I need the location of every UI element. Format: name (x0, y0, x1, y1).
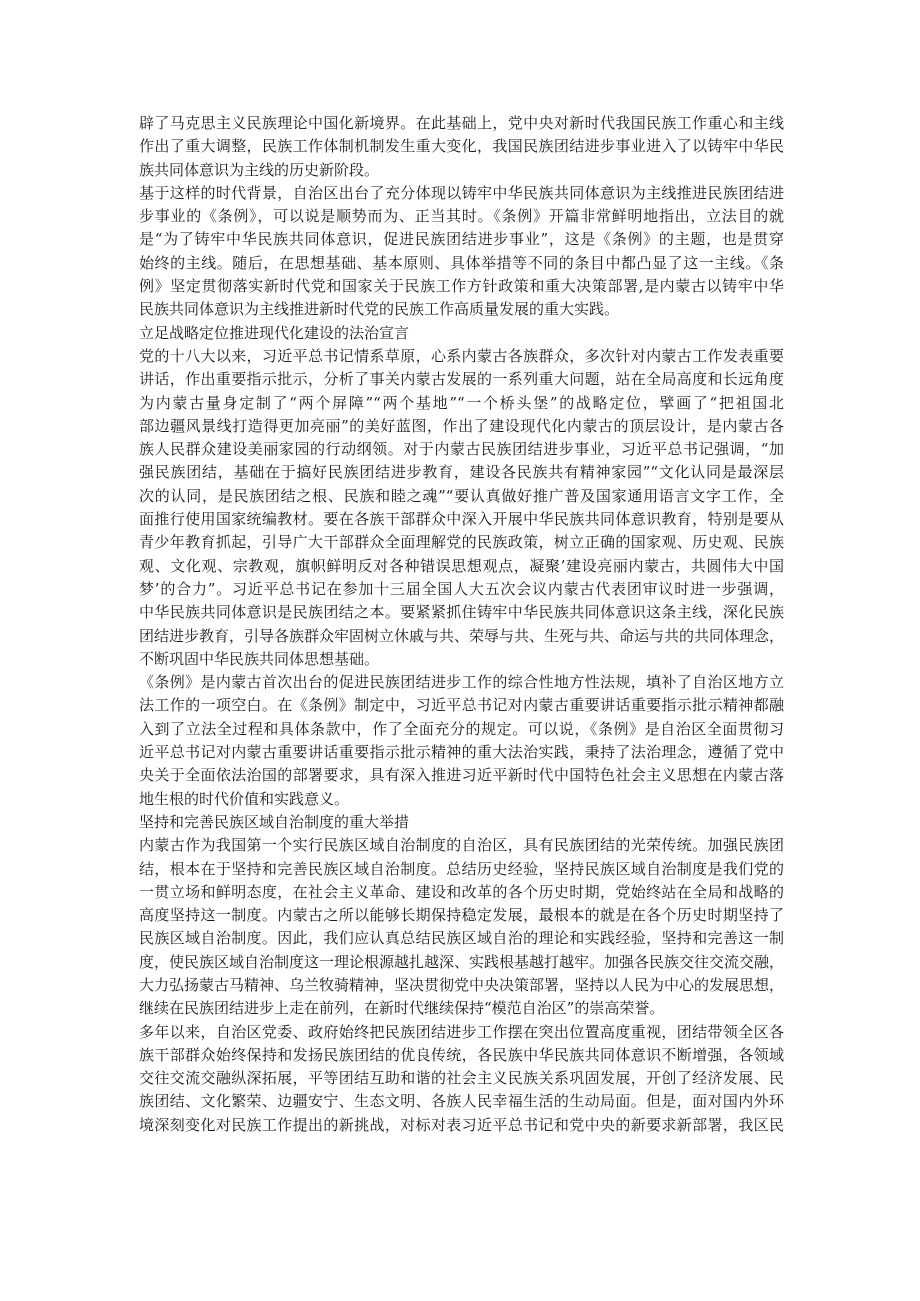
text-line: 近平总书记对内蒙古重要讲话重要指示批示精神的重大法治实践，秉持了法治理念，遵循了党中 (139, 743, 784, 762)
text-line: 族共同体意识为主线的历史新阶段。 (139, 160, 380, 179)
text-line: 部边疆风景线打造得更加亮丽”的美好蓝图，作出了建设现代化内蒙古的顶层设计，是内蒙古各 (139, 416, 784, 435)
text-line: 度，使民族区域自治制度这一理论根源越扎越深、实践根基越打越牢。加强各民族交往交流交融， (139, 952, 785, 971)
text-line: 辟了马克思主义民族理论中国化新境界。在此基础上，党中央对新时代我国民族工作重心和主线 (139, 114, 784, 132)
text-line: 结，根本在于坚持和完善民族区域自治制度。总结历史经验，坚持民族区域自治制度是我们党的 (139, 859, 784, 878)
text-line: 法工作的一项空白。在《条例》制定中，习近平总书记对内蒙古重要讲话重要指示批示精神都融 (139, 696, 784, 715)
text-line: 一贯立场和鲜明态度，在社会主义革命、建设和改革的各个历史时期，党始终站在全局和战略的 (139, 882, 784, 901)
text-line: 讲话，作出重要指示批示，分析了事关内蒙古发展的一系列重大问题，站在全局高度和长远角度 (139, 370, 784, 389)
text-line: 为内蒙古量身定制了“两个屏障”“两个基地”“一个桥头堡”的战略定位，擘画了“把祖国北 (139, 393, 784, 412)
text-line: 中华民族共同体意识是民族团结之本。要紧紧抓住铸牢中华民族共同体意识这条主线，深化民族 (139, 603, 784, 622)
text-line: 青少年教育抓起，引导广大干部群众全面理解党的民族政策，树立正确的国家观、历史观、民族 (139, 533, 784, 552)
text-line: 内蒙古作为我国第一个实行民族区域自治制度的自治区，具有民族团结的光荣传统。加强民族团 (139, 836, 784, 855)
text-line: 不断巩固中华民族共同体思想基础。 (139, 649, 380, 668)
text-line: 交往交流交融纵深拓展，平等团结互助和谐的社会主义民族关系巩固发展，开创了经济发展、民 (139, 1069, 784, 1088)
text-line: 族干部群众始终保持和发扬民族团结的优良传统，各民族中华民族共同体意识不断增强，各领域 (139, 1045, 784, 1064)
text-line: 境深刻变化对民族工作提出的新挑战，对标对表习近平总书记和党中央的新要求新部署，我区民 (139, 1115, 784, 1134)
section-heading: 坚持和完善民族区域自治制度的重大举措 (139, 812, 410, 831)
text-line: 高度坚持这一制度。内蒙古之所以能够长期保持稳定发展，最根本的就是在各个历史时期坚持了 (139, 906, 784, 925)
text-line: 民族共同体意识为主线推进新时代党的民族工作高质量发展的重大实践。 (139, 300, 620, 319)
text-line: 党的十八大以来，习近平总书记情系草原，心系内蒙古各族群众，多次针对内蒙古工作发表重要 (139, 346, 784, 365)
text-line: 作出了重大调整，民族工作体制机制发生重大变化，我国民族团结进步事业进入了以铸牢中华民 (139, 137, 784, 156)
text-line: 多年以来，自治区党委、政府始终把民族团结进步工作摆在突出位置高度重视，团结带领全区各 (139, 1022, 784, 1041)
text-line: 面推行使用国家统编教材。要在各族干部群众中深入开展中华民族共同体意识教育，特别是要从 (139, 510, 784, 529)
text-line: 梦’的合力”。习近平总书记在参加十三届全国人大五次会议内蒙古代表团审议时进一步强调， (139, 579, 784, 598)
text-line: 央关于全面依法治国的部署要求，具有深入推进习近平新时代中国特色社会主义思想在内蒙古落 (139, 766, 784, 785)
text-line: 例》坚定贯彻落实新时代党和国家关于民族工作方针政策和重大决策部署,是内蒙古以铸牢中华 (139, 277, 784, 296)
text-line: 地生根的时代价值和实践意义。 (139, 789, 350, 808)
document-body (139, 112, 784, 1137)
text-line: 民族区域自治制度。因此，我们应认真总结民族区域自治的理论和实践经验，坚持和完善这一制 (139, 929, 784, 948)
text-line: 次的认同，是民族团结之根、民族和睦之魂”“要认真做好推广普及国家通用语言文字工作，全 (139, 486, 784, 505)
section-heading: 立足战略定位推进现代化建设的法治宣言 (139, 323, 410, 342)
text-line: 强民族团结，基础在于搞好民族团结进步教育，建设各民族共有精神家园”“文化认同是最深层 (139, 463, 784, 482)
text-line: 步事业的《条例》，可以说是顺势而为、正当其时。《条例》开篇非常鲜明地指出，立法目的就 (139, 207, 784, 226)
text-line: 《条例》是内蒙古首次出台的促进民族团结进步工作的综合性地方性法规，填补了自治区地方立 (139, 673, 784, 692)
text-line: 继续在民族团结进步上走在前列，在新时代继续保持“模范自治区”的崇高荣誉。 (139, 999, 665, 1018)
text-line: 团结进步教育，引导各族群众牢固树立休戚与共、荣辱与共、生死与共、命运与共的共同体理念， (139, 626, 785, 645)
text-line: 入到了立法全过程和具体条款中，作了全面充分的规定。可以说，《条例》是自治区全面贯彻习 (139, 719, 784, 738)
text-line: 大力弘扬蒙古马精神、乌兰牧骑精神，坚决贯彻党中央决策部署，坚持以人民为中心的发展思想， (139, 975, 785, 994)
text-line: 始终的主线。随后，在思想基础、基本原则、具体举措等不同的条目中都凸显了这一主线。《条 (139, 253, 784, 272)
text-line: 族人民群众建设美丽家园的行动纲领。对于内蒙古民族团结进步事业，习近平总书记强调，“加 (139, 440, 784, 459)
text-line: 基于这样的时代背景，自治区出台了充分体现以铸牢中华民族共同体意识为主线推进民族团结进 (139, 183, 784, 202)
text-line: 观、文化观、宗教观，旗帜鲜明反对各种错误思想观点，凝聚’建设亮丽内蒙古，共圆伟大中国 (139, 556, 784, 575)
text-line: 族团结、文化繁荣、边疆安宁、生态文明、各族人民幸福生活的生动局面。但是，面对国内外环 (139, 1092, 784, 1111)
text-line: 是“为了铸牢中华民族共同体意识，促进民族团结进步事业”，这是《条例》的主题，也是贯穿 (139, 230, 784, 249)
